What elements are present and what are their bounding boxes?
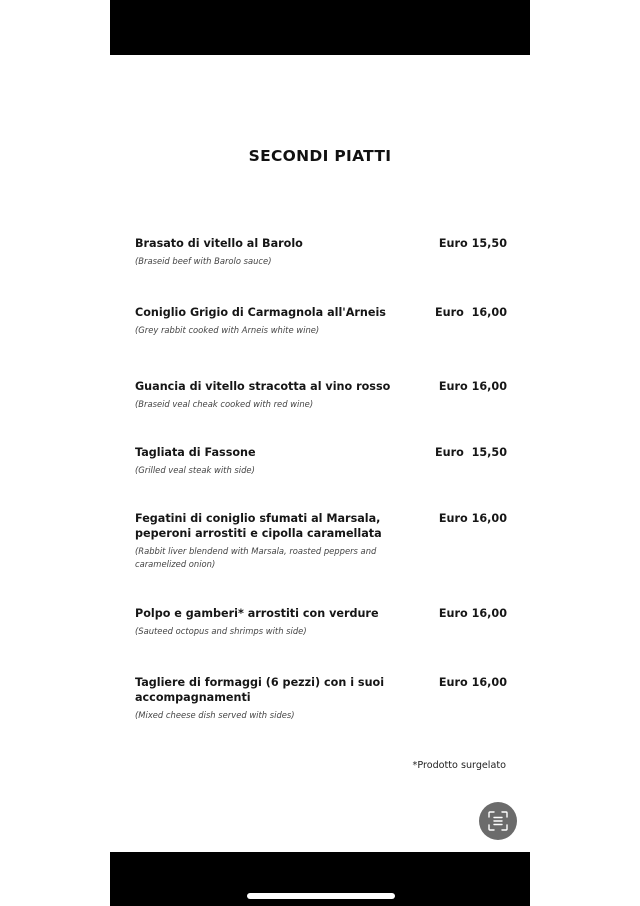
item-description: (Grey rabbit cooked with Arneis white wine)	[135, 325, 320, 335]
item-price: Euro 16,00	[438, 512, 507, 525]
item-name: Guancia di vitello stracotta al vino rosso	[135, 380, 391, 393]
menu-item	[135, 511, 507, 571]
menu-item	[135, 236, 507, 268]
item-name: Tagliere di formaggi (6 pezzi) con i suoi accompagnamenti	[135, 676, 385, 704]
item-price: Euro 16,00	[435, 306, 507, 319]
item-name: Coniglio Grigio di Carmagnola all'Arneis	[135, 306, 386, 319]
menu-item	[135, 305, 507, 337]
item-name: Tagliata di Fassone	[135, 446, 256, 459]
bottom-black-bar	[110, 852, 530, 906]
menu-item	[135, 606, 507, 638]
item-price: Euro 16,00	[438, 676, 507, 689]
menu-item	[135, 675, 507, 722]
page-title: SECONDI PIATTI	[248, 147, 392, 165]
menu-item	[135, 445, 507, 477]
item-description: (Mixed cheese dish served with sides)	[135, 710, 295, 720]
item-price: Euro 16,00	[438, 607, 507, 620]
item-description: (Braseid veal cheak cooked with red wine)	[135, 399, 314, 409]
item-price: Euro 15,50	[438, 237, 507, 250]
menu-page	[110, 55, 530, 852]
item-name: Brasato di vitello al Barolo	[135, 237, 303, 250]
frozen-product-footnote: *Prodotto surgelato	[412, 760, 506, 771]
item-description: (Grilled veal steak with side)	[135, 465, 255, 475]
top-black-bar	[110, 0, 530, 55]
item-price: Euro 16,00	[438, 380, 507, 393]
item-description: (Rabbit liver blendend with Marsala, roasted peppers and caramelized onion)	[135, 546, 377, 569]
item-name: Fegatini di coniglio sfumati al Marsala, peperoni arrostiti e cipolla caramellata	[135, 512, 382, 540]
scan-text-button[interactable]	[479, 802, 517, 840]
menu-item	[135, 379, 507, 411]
item-description: (Sauteed octopus and shrimps with side)	[135, 626, 307, 636]
item-price: Euro 15,50	[435, 446, 507, 459]
item-name: Polpo e gamberi* arrostiti con verdure	[135, 607, 379, 620]
item-description: (Braseid beef with Barolo sauce)	[135, 256, 272, 266]
scan-text-icon	[487, 810, 509, 832]
home-indicator[interactable]	[247, 893, 395, 899]
